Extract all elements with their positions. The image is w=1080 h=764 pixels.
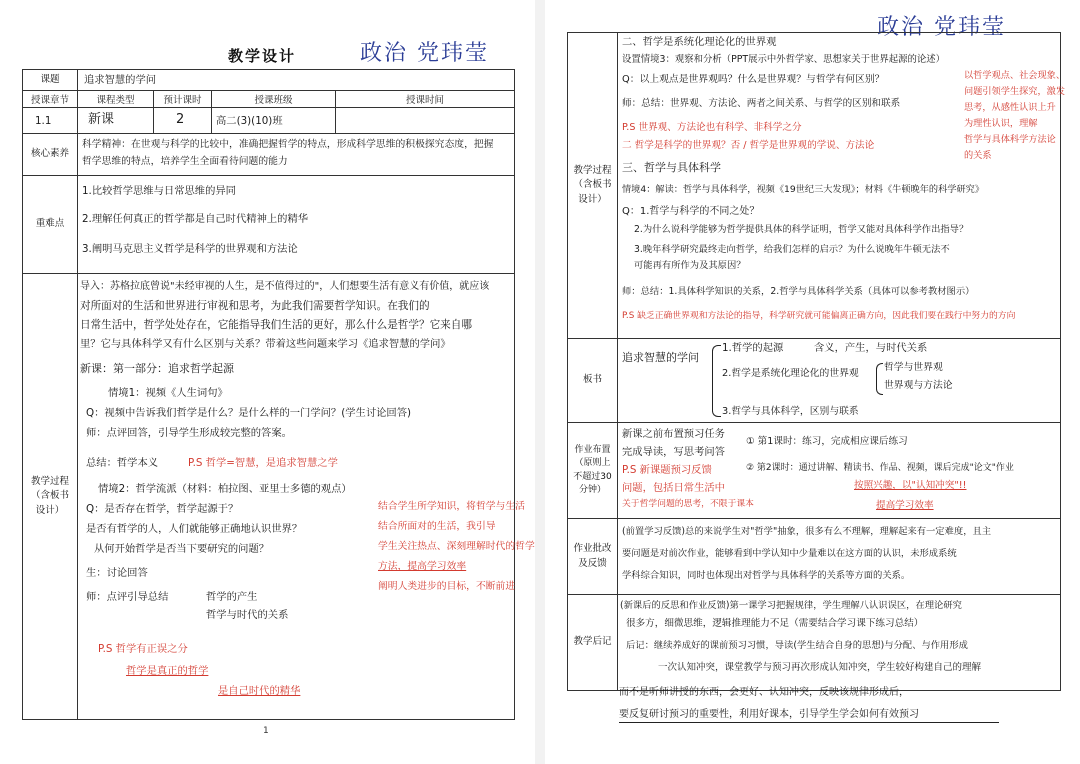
page-2 <box>545 0 1080 764</box>
review-label-text: 作业批改及反馈 <box>573 543 612 569</box>
red-note: 学生关注热点、深刻理解时代的哲学 <box>378 541 535 552</box>
red-side-note: 哲学与具体科学方法论 <box>964 134 1056 145</box>
reflection-line: 要反复研讨预习的重要性，利用好课本，引导学生学会如何有效预习 <box>619 709 919 720</box>
reflection-line: 后记：继续养成好的课前预习习惯，导读(学生结合自身的思想)与分配、与作用形成 <box>626 640 968 651</box>
class-value: 高二(3)(10)班 <box>216 115 283 127</box>
lesson-plan-table-continued <box>567 32 1066 691</box>
review-line: 学科综合知识，同时也体现出对哲学与具体科学的关系等方面的关系。 <box>622 570 911 581</box>
board-label: 板书 <box>568 339 618 423</box>
key-point-item: 1.比较哲学思维与日常思维的异同 <box>82 185 236 197</box>
board-sub-item: 哲学与世界观 <box>884 362 943 373</box>
homework-line: ① 第1课时：练习，完成相应课后练习 <box>746 436 908 447</box>
red-note: 结合所面对的生活，我引导 <box>378 521 496 532</box>
chapter-label: 授课章节 <box>23 91 78 108</box>
process-label <box>23 274 78 720</box>
process-label-text: 教学过程（含板书设计） <box>30 476 69 516</box>
review-line: 要问题是对前次作业，能够看到中学认知中少量难以在这方面的认识，未形成系统 <box>622 548 957 559</box>
reflection-line: 而不是听师讲授的东西，会更好、认知冲突，反映该规律形成后， <box>619 687 909 698</box>
document-title: 教学设计 <box>228 47 297 65</box>
process-line: 二、哲学是系统化理论化的世界观 <box>622 36 777 48</box>
process-label-text: 教学过程（含板书设计） <box>573 165 612 205</box>
red-note: P.S 世界观、方法论也有科学、非科学之分 <box>622 122 802 133</box>
board-item: 2.哲学是系统化理论化的世界观 <box>722 368 859 379</box>
board-item: 1.哲学的起源 <box>722 342 784 354</box>
process-line: 里？它与具体科学又有什么区别与关系？带着这些问题来学习《追求智慧的学问》 <box>80 338 451 350</box>
process-line: 师：点评引导总结 <box>86 591 169 603</box>
red-side-note: 的关系 <box>964 150 992 161</box>
process-line: 是否有哲学的人，人们就能够正确地认识世界？ <box>86 523 303 535</box>
process-line: 总结：哲学本义 <box>86 457 159 469</box>
homework-label <box>568 423 618 519</box>
board-sub-brace <box>876 363 883 395</box>
time-label: 授课时间 <box>336 91 515 108</box>
type-label: 课程类型 <box>78 91 154 108</box>
homework-line: ② 第2课时：通过讲解、精读书、作品、视频，课后完成"论文"作业 <box>746 463 1014 473</box>
process-line: 哲学与时代的关系 <box>206 609 289 621</box>
process-line: 日常生活中，哲学处处存在，它能指导我们生活的更好，那么什么是哲学？它来自哪 <box>80 319 472 331</box>
process-line: Q：1.哲学与科学的不同之处？ <box>622 206 760 217</box>
process-line: 哲学的产生 <box>206 591 258 603</box>
red-note: P.S 哲学有正误之分 <box>98 643 188 655</box>
underline <box>619 722 999 723</box>
process-line: Q：是否存在哲学，哲学起源于？ <box>86 503 239 515</box>
topic-label: 课题 <box>23 70 78 91</box>
page-1 <box>0 0 535 764</box>
red-note: 二 哲学是科学的世界观？否 / 哲学是世界观的学说、方法论 <box>622 140 875 151</box>
review-label <box>568 519 618 595</box>
board-sub-item: 世界观与方法论 <box>884 380 953 391</box>
red-side-note: 以哲学观点、社会现象、 <box>964 70 1066 81</box>
lesson-plan-table <box>22 69 535 720</box>
red-note: P.S 哲学=智慧，是追求智慧之学 <box>188 457 338 469</box>
homework-label-text: 作业布置（原则上不超过30分钟） <box>573 444 612 495</box>
process-line: 师：总结：1.具体科学知识的关系，2.哲学与具体科学关系（具体可以参考教材图示） <box>622 286 975 297</box>
red-note: 哲学是真正的哲学 <box>126 665 209 677</box>
reflection-label: 教学后记 <box>568 595 618 691</box>
board-item: 3.哲学与具体科学，区别与联系 <box>722 406 859 417</box>
literacy-label: 核心素养 <box>23 134 78 176</box>
process-line: 2.为什么说科学能够为哲学提供具体的科学证明，哲学又能对具体科学作出指导？ <box>634 224 969 235</box>
board-main-title: 追求智慧的学问 <box>622 351 699 364</box>
reflection-line: 很多方，细微思维，逻辑推理能力不足（需要结合学习课下练习总结） <box>626 618 924 629</box>
process-line: 情境2：哲学流派（材料：柏拉图、亚里士多德的观点） <box>98 483 352 495</box>
class-label: 授课班级 <box>212 91 336 108</box>
red-note: 结合学生所学知识，将哲学与生活 <box>378 501 525 512</box>
reflection-line: 一次认知冲突，课堂教学与预习再次形成认知冲突，学生较好构建自己的理解 <box>658 662 982 673</box>
process-line: 三、哲学与具体科学 <box>622 161 721 174</box>
process-line: 情境4：解读：哲学与具体科学，视频《19世纪三大发现》；材料《牛顿晚年的科学研究》 <box>622 184 985 195</box>
author-stamp: 政治 党玮莹 <box>877 15 1006 40</box>
key-points-label: 重难点 <box>23 176 78 274</box>
process-line: 对所面对的生活和世界进行审视和思考，为此我们需要哲学知识。在我们的 <box>80 300 430 312</box>
process-line: Q：以上观点是世界观吗？什么是世界观？与哲学有何区别？ <box>622 74 885 85</box>
red-note: 提高学习效率 <box>876 500 934 511</box>
literacy-line: 哲学思维的特点，培养学生全面看待问题的能力 <box>82 156 288 167</box>
board-brace <box>712 345 721 417</box>
page-gutter <box>535 0 545 764</box>
type-value: 新课 <box>88 112 115 127</box>
process-line: 情境1：视频《人生词句》 <box>108 387 228 399</box>
process-line: Q：视频中告诉我们哲学是什么？是什么样的一门学问？(学生讨论回答) <box>86 407 412 419</box>
author-stamp: 政治 党玮莹 <box>360 41 489 66</box>
red-side-note: 问题引领学生探究，激发 <box>964 86 1066 97</box>
red-note: P.S 新课题预习反馈 <box>622 464 712 476</box>
process-line: 师：总结：世界观、方法论、两者之间关系、与哲学的区别和联系 <box>622 98 901 109</box>
reflection-line: (新课后的反思和作业反馈)第一课学习把握规律，学生理解八认识误区，在理论研究 <box>620 600 962 611</box>
red-note: 是自己时代的精华 <box>218 685 301 697</box>
process-line: 导入：苏格拉底曾说"未经审视的人生，是不值得过的"，人们想要生活有意义有价值，就应该 <box>80 281 490 292</box>
process-label <box>568 33 618 339</box>
red-note: 阐明人类进步的目标，不断前进 <box>378 581 516 592</box>
topic-value: 追求智慧的学问 <box>84 74 157 86</box>
review-line: (前置学习反馈)总的来说学生对"哲学"抽象，很多有么不理解，理解起来有一定难度，且主 <box>622 526 992 537</box>
homework-line: 完成导读，写思考问答 <box>622 446 725 458</box>
process-line: 新课：第一部分：追求哲学起源 <box>80 362 234 375</box>
page-number: 1 <box>263 726 269 736</box>
red-note: 方法，提高学习效率 <box>378 561 467 572</box>
key-point-item: 3.阐明马克思主义哲学是科学的世界观和方法论 <box>82 243 298 255</box>
process-line: 生：讨论回答 <box>86 567 148 579</box>
red-side-note: 为理性认识，理解 <box>964 118 1038 129</box>
process-line: 从何开始哲学是否当下要研究的问题？ <box>94 543 270 555</box>
hours-value: 2 <box>176 112 185 127</box>
literacy-line: 科学精神：在世观与科学的比较中，准确把握哲学的特点，形成科学思维的积极探究态度，把握 <box>82 139 494 150</box>
chapter-value: 1.1 <box>35 115 52 127</box>
key-point-item: 2.理解任何真正的哲学都是自己时代精神上的精华 <box>82 213 309 225</box>
red-side-note: 思考，从感性认识上升 <box>964 102 1056 113</box>
hours-label: 预计课时 <box>154 91 212 108</box>
process-line: 可能再有所作为及其原因？ <box>634 260 746 271</box>
process-line: 3.晚年科学研究最终走向哲学，给我们怎样的启示？为什么说晚年牛顿无法不 <box>634 244 950 255</box>
red-note: 问题，包括日常生活中 <box>622 482 725 494</box>
red-note: 关于哲学问题的思考，不限于课本 <box>622 499 754 509</box>
red-note: 按照兴趣，以"认知冲突"!! <box>854 480 967 491</box>
process-line: 设置情境3：观察和分析（PPT展示中外哲学家、思想家关于世界起源的论述） <box>622 54 946 65</box>
board-item-detail: 含义，产生，与时代关系 <box>814 342 928 354</box>
red-note: P.S 缺乏正确世界观和方法论的指导，科学研究就可能偏离正确方向，因此我们要在践行中努力的方向 <box>622 311 1016 321</box>
process-line: 师：点评回答，引导学生形成较完整的答案。 <box>86 427 292 439</box>
homework-line: 新课之前布置预习任务 <box>622 428 725 440</box>
